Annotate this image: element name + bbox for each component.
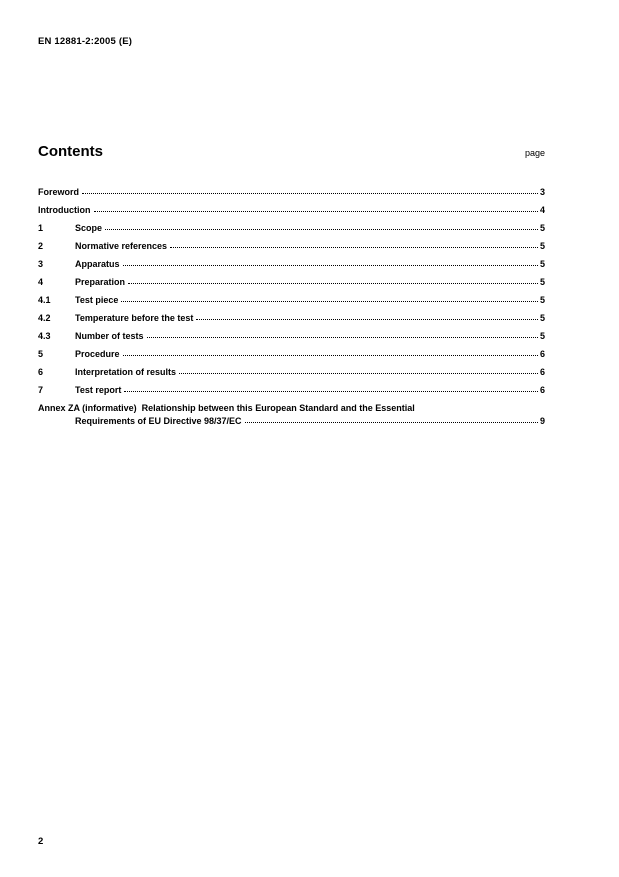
toc-leader-dots	[179, 373, 538, 374]
toc-entry-title: Normative references	[75, 241, 168, 251]
toc-entry	[38, 313, 545, 324]
page-column-label: page	[524, 148, 545, 158]
toc-entry-number: 4.2	[38, 313, 51, 323]
toc-leader-dots	[170, 247, 538, 248]
toc-entry-page: 5	[539, 313, 545, 323]
toc-leader-dots	[82, 193, 538, 194]
toc-entry-title: Number of tests	[75, 331, 144, 341]
toc-entry-title: Test piece	[75, 295, 119, 305]
toc-entry-number: 6	[38, 367, 44, 377]
toc-entry-row	[38, 313, 545, 324]
toc-entry-page: 3	[539, 187, 545, 197]
toc-entry	[38, 295, 545, 306]
footer-page-number: 2	[38, 836, 44, 847]
toc-entry-number: 5	[38, 349, 44, 359]
toc-leader-dots	[123, 265, 538, 266]
toc-entry-title: Temperature before the test	[75, 313, 194, 323]
toc-entry	[38, 403, 545, 427]
toc-leader-dots	[105, 229, 538, 230]
toc-entry-page: 5	[539, 277, 545, 287]
toc-entry	[38, 367, 545, 378]
toc-leader-dots	[121, 301, 538, 302]
toc-entry-page: 4	[539, 205, 545, 215]
toc-leader-dots	[245, 422, 538, 423]
toc-entry-title-continuation: Requirements of EU Directive 98/37/EC	[75, 416, 242, 426]
toc-leader-dots	[94, 211, 538, 212]
toc-leader-dots	[123, 355, 538, 356]
toc-entry-title: Annex ZA (informative) Relationship between this European Standard and the Essential	[38, 403, 415, 413]
toc-entry-page: 9	[539, 416, 545, 426]
toc-entry-number: 4.3	[38, 331, 51, 341]
toc-entry-row	[38, 349, 545, 360]
toc-entry-number: 2	[38, 241, 44, 251]
contents-heading-row	[38, 143, 545, 160]
toc-entry-title: Test report	[75, 385, 122, 395]
toc-entry-title: Interpretation of results	[75, 367, 177, 377]
toc-entry-page: 6	[539, 385, 545, 395]
toc-entry	[38, 349, 545, 360]
toc-entry-page: 5	[539, 241, 545, 251]
toc-entry-continuation-row	[38, 416, 545, 427]
toc-entry-title: Foreword	[38, 187, 80, 197]
toc-entry-row	[38, 295, 545, 306]
toc-entry	[38, 187, 545, 198]
toc-entry-number: 4.1	[38, 295, 51, 305]
toc-entry-page: 5	[539, 331, 545, 341]
contents-title: Contents	[38, 143, 103, 160]
toc-entry	[38, 223, 545, 234]
toc-list	[38, 187, 545, 427]
toc-entry	[38, 277, 545, 288]
toc-entry	[38, 205, 545, 216]
toc-leader-dots	[147, 337, 538, 338]
toc-entry-row	[38, 205, 545, 216]
toc-entry-row	[38, 187, 545, 198]
toc-entry	[38, 385, 545, 396]
toc-entry-number: 3	[38, 259, 44, 269]
toc-entry-row	[38, 223, 545, 234]
toc-entry	[38, 241, 545, 252]
toc-entry-page: 5	[539, 223, 545, 233]
toc-entry	[38, 259, 545, 270]
toc-entry-row	[38, 277, 545, 288]
toc-entry-row	[38, 367, 545, 378]
toc-entry	[38, 331, 545, 342]
toc-entry-number: 1	[38, 223, 44, 233]
document-reference: EN 12881-2:2005 (E)	[38, 36, 133, 47]
toc-entry-number: 4	[38, 277, 44, 287]
toc-entry-page: 5	[539, 259, 545, 269]
toc-entry-title: Apparatus	[75, 259, 120, 269]
toc-entry-row	[38, 241, 545, 252]
toc-entry-row	[38, 331, 545, 342]
toc-entry-row	[38, 385, 545, 396]
toc-entry-title: Procedure	[75, 349, 120, 359]
toc-entry-title: Introduction	[38, 205, 91, 215]
toc-entry-page: 5	[539, 295, 545, 305]
toc-entry-title: Scope	[75, 223, 103, 233]
toc-leader-dots	[128, 283, 538, 284]
toc-entry-row	[38, 259, 545, 270]
toc-entry-page: 6	[539, 349, 545, 359]
toc-leader-dots	[196, 319, 538, 320]
toc-entry-number: 7	[38, 385, 44, 395]
toc-entry-page: 6	[539, 367, 545, 377]
toc-entry-title: Preparation	[75, 277, 126, 287]
toc-leader-dots	[124, 391, 538, 392]
